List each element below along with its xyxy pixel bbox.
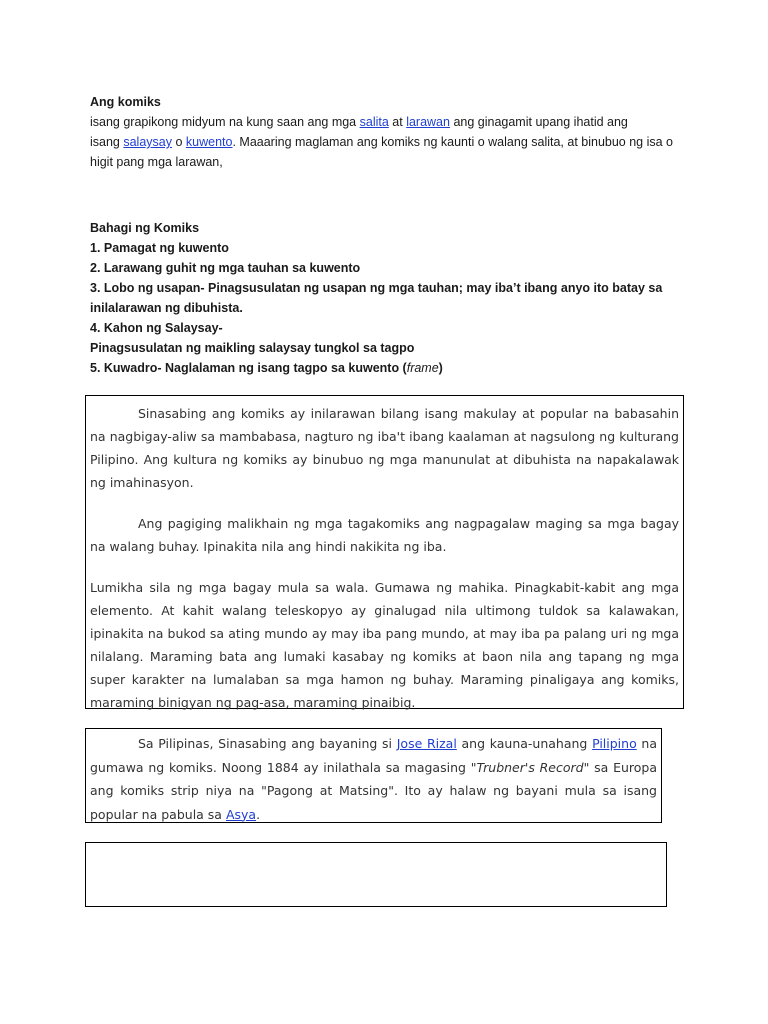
link-larawan[interactable]: larawan (406, 115, 450, 129)
intro-line-1 (90, 112, 690, 132)
history-paragraph-2: Ang pagiging malikhain ng mga tagakomiks ang nagpagalaw maging sa mga bagay na walang buhay. Ipinakita nila ang hindi nakikita ng iba. (90, 516, 679, 554)
rizal-text: . (256, 806, 261, 822)
empty-box (85, 842, 667, 907)
rizal-text: Sa Pilipinas, Sinasabing ang bayaning si (138, 736, 397, 751)
intro-text: o (172, 135, 186, 149)
history-paragraph-3: Lumikha sila ng mga bagay mula sa wala. Gumawa ng mahika. Pinagkabit-kabit ang mga elemento. At kahit walang teleskopyo ay ginalugad nila ultimong tuldok sa kalawakan, ipinakita na bukod sa ating mundo ay may iba pang mundo, at may iba pa palang uri ng mga nilalang. Maraming bata ang lumaki kasabay ng komiks at baon nila ang tapang ng mga super karakter na lumalaban sa mga hamon ng buhay. Maraming pinaligaya ang komiks, maraming binigyan ng pag-asa, maraming pinaibig. (90, 580, 679, 710)
intro-heading: Ang komiks (90, 95, 161, 109)
history-paragraph-1: Sinasabing ang komiks ay inilarawan bilang isang makulay at popular na babasahin na nagbigay-aliw sa mambabasa, nagturo ng iba't ibang kaalaman at nagsulong ng kulturang Pilipino. Ang kultura ng komiks ay binubuo ng mga manunulat at dibuhista na napakalawak ng imahinasyon. (90, 406, 679, 490)
intro-text: isang (90, 135, 124, 149)
frame-term: frame (406, 361, 439, 375)
intro-section (90, 92, 690, 172)
link-pilipino[interactable]: Pilipino (592, 736, 637, 751)
parts-heading: Bahagi ng Komiks (90, 221, 200, 235)
intro-text: isang grapikong midyum na kung saan ang mga (90, 115, 360, 129)
link-asya[interactable]: Asya (225, 806, 257, 822)
parts-item-5-close: ) (438, 361, 443, 375)
parts-item-1: 1. Pamagat ng kuwento (90, 241, 229, 255)
parts-section (90, 218, 690, 378)
link-jose-rizal[interactable]: Jose Rizal (396, 736, 457, 751)
intro-line-3: higit pang mga larawan, (90, 155, 223, 169)
intro-text: ang ginagamit upang ihatid ang (449, 115, 628, 129)
link-salita[interactable]: salita (359, 115, 389, 129)
link-kuwento[interactable]: kuwento (185, 135, 233, 149)
parts-item-2: 2. Larawang guhit ng mga tauhan sa kuwento (90, 261, 361, 275)
rizal-text: " sa Europa ang komiks strip niya na "Pagong at Matsing". Ito ay halaw ng bayani mula sa isang popular na pabula sa (90, 759, 658, 822)
parts-item-5 (90, 358, 690, 378)
parts-item-5-text: 5. Kuwadro- Naglalaman ng isang tagpo sa kuwento ( (90, 361, 407, 375)
link-salaysay[interactable]: salaysay (123, 135, 172, 149)
parts-item-4: 4. Kahon ng Salaysay- (90, 321, 223, 335)
parts-item-4-cont: Pinagsusulatan ng maikling salaysay tungkol sa tagpo (90, 341, 415, 355)
history-box (85, 395, 684, 709)
intro-text: . Maaaring maglaman ang komiks ng kaunti o walang salita, at binubuo ng isa o (232, 135, 674, 149)
parts-item-3-cont: inilalarawan ng dibuhista. (90, 301, 243, 315)
rizal-text: na gumawa ng komiks. Noong 1884 ay inilathala sa magasing " (90, 736, 658, 775)
rizal-box (85, 728, 662, 823)
rizal-text: ang kauna-unahang (456, 736, 593, 751)
rizal-paragraph (90, 732, 657, 826)
intro-line-2 (90, 132, 690, 152)
intro-text: at (388, 115, 407, 129)
parts-item-3: 3. Lobo ng usapan- Pinagsusulatan ng usapan ng mga tauhan; may iba’t ibang anyo ito batay sa (90, 281, 663, 295)
trubner-title: Trubner's Record (476, 759, 584, 775)
